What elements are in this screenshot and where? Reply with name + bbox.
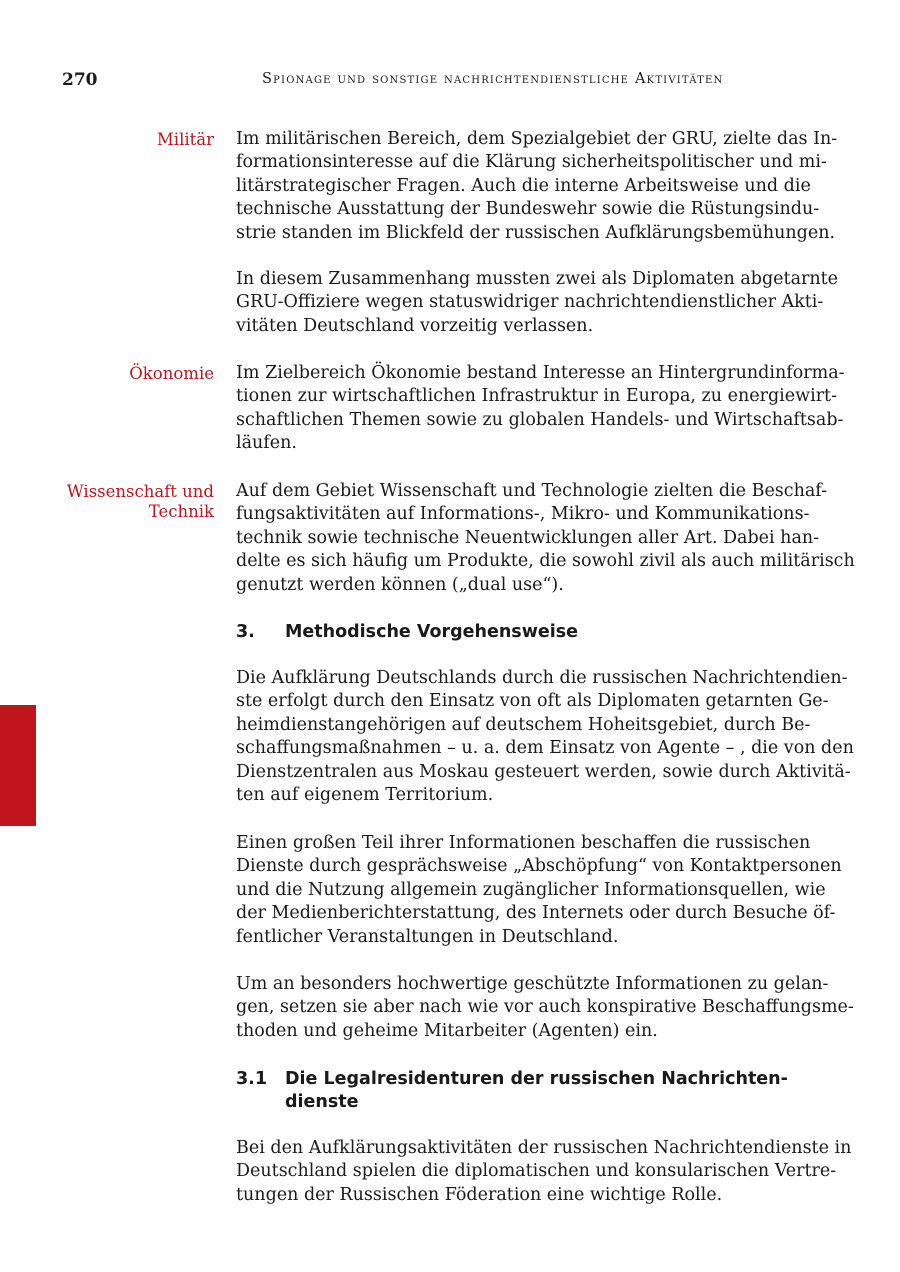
paragraph-line: In diesem Zusammenhang mussten zwei als Diplomaten abgetarnte	[236, 269, 839, 289]
paragraph-line: tungen der Russischen Föderation eine wichtige Rolle.	[236, 1184, 723, 1205]
paragraph-line: Dienstzentralen aus Moskau gesteuert werden, sowie durch Aktivitä-	[236, 761, 851, 782]
paragraph-line: fungsaktivitäten auf Informations-, Mikro- und Kommunikations-	[236, 504, 810, 525]
paragraph-abschoepfung	[236, 832, 842, 949]
paragraph-line: delte es sich häufig um Produkte, die sowohl zivil als auch militärisch	[236, 551, 855, 572]
paragraph-line: ten auf eigenem Territorium.	[236, 785, 494, 806]
paragraph-konspirativ	[236, 973, 854, 1043]
section-title	[285, 621, 578, 644]
paragraph-line: tionen zur wirtschaftlichen Infrastruktur in Europa, zu energiewirt-	[236, 386, 837, 407]
paragraph-line: läufen.	[236, 433, 297, 454]
paragraph-line: Bei den Aufklärungsaktivitäten der russischen Nachrichtendienste in	[236, 1138, 852, 1158]
page-number: 270	[62, 70, 98, 90]
paragraph-line: formationsinteresse auf die Klärung sicherheitspolitischer und mi-	[236, 152, 827, 173]
paragraph-line: Deutschland spielen die diplomatischen und konsularischen Vertre-	[236, 1161, 837, 1182]
section-heading-3-1	[236, 1068, 796, 1116]
paragraph-line: ste erfolgt durch den Einsatz von oft als Diplomaten getarnten Ge-	[236, 691, 829, 712]
paragraph-line: GRU-Offiziere wegen statuswidriger nachrichtendienstlicher Akti-	[236, 292, 824, 313]
section-title	[285, 1068, 788, 1114]
paragraph-line: vitäten Deutschland vorzeitig verlassen.	[236, 315, 594, 336]
paragraph-aufklaerung	[236, 667, 854, 807]
paragraph-line: thoden und geheime Mitarbeiter (Agenten) ein.	[236, 1020, 658, 1041]
paragraph-line: Die Aufklärung Deutschlands durch die russischen Nachrichtendien-	[236, 668, 848, 688]
section-number: 3.	[236, 622, 255, 642]
paragraph-line: schaftlichen Themen sowie zu globalen Handels- und Wirtschaftsab-	[236, 409, 844, 430]
paragraph-legalresidenturen	[236, 1137, 852, 1207]
paragraph-line: der Medienberichterstattung, des Internets oder durch Besuche öf-	[236, 903, 836, 924]
paragraph-line: strie standen im Blickfeld der russischen Aufklärungsbemühungen.	[236, 222, 836, 243]
paragraph-line: Im militärischen Bereich, dem Spezialgebiet der GRU, zielte das In-	[236, 129, 838, 149]
margin-note-wissenschaft-line2: Technik	[148, 502, 214, 521]
section-title-line: Die Legalresidenturen der russischen Nachrichten-	[285, 1069, 788, 1089]
paragraph-line: litärstrategischer Fragen. Auch die interne Arbeitsweise und die	[236, 175, 811, 196]
paragraph-line: Um an besonders hochwertige geschützte Informationen zu gelan-	[236, 974, 829, 994]
paragraph-line: fentlicher Veranstaltungen in Deutschland.	[236, 926, 619, 947]
margin-note-wissenschaft	[44, 482, 214, 522]
margin-note-militaer: Militär	[156, 130, 214, 149]
chapter-tab-marker	[0, 705, 36, 826]
paragraph-line: heimdienstangehörigen auf deutschem Hoheitsgebiet, durch Be-	[236, 714, 811, 735]
paragraph-line: Im Zielbereich Ökonomie bestand Interesse an Hintergrundinforma-	[236, 363, 845, 383]
paragraph-line: schaffungsmaßnahmen – u. a. dem Einsatz von Agente – , die von den	[236, 738, 854, 759]
margin-note-oekonomie: Ökonomie	[129, 364, 214, 383]
paragraph-oekonomie	[236, 362, 845, 456]
paragraph-line: technik sowie technische Neuentwicklungen aller Art. Dabei han-	[236, 527, 820, 548]
paragraph-line: Einen großen Teil ihrer Informationen beschaffen die russischen	[236, 833, 811, 853]
paragraph-line: gen, setzen sie aber nach wie vor auch konspirative Beschaffungsme-	[236, 997, 854, 1018]
paragraph-line: technische Ausstattung der Bundeswehr sowie die Rüstungsindu-	[236, 199, 820, 220]
paragraph-line: und die Nutzung allgemein zugänglicher Informationsquellen, wie	[236, 879, 826, 900]
paragraph-diplomaten	[236, 268, 839, 338]
section-title-line: Methodische Vorgehensweise	[285, 622, 579, 642]
section-number: 3.1	[236, 1069, 268, 1089]
paragraph-line: genutzt werden können („dual use“).	[236, 574, 564, 595]
paragraph-militaer	[236, 128, 838, 245]
paragraph-line: Dienste durch gesprächsweise „Abschöpfung“ von Kontaktpersonen	[236, 856, 842, 877]
section-heading-3	[236, 621, 796, 645]
running-title: Spionage und sonstige nachrichtendienstliche Aktivitäten	[262, 71, 724, 87]
section-title-line: dienste	[285, 1092, 359, 1112]
paragraph-wissenschaft	[236, 480, 855, 597]
paragraph-line: Auf dem Gebiet Wissenschaft und Technologie zielten die Beschaf-	[236, 481, 828, 501]
margin-note-wissenschaft-line1: Wissenschaft und	[66, 482, 214, 501]
